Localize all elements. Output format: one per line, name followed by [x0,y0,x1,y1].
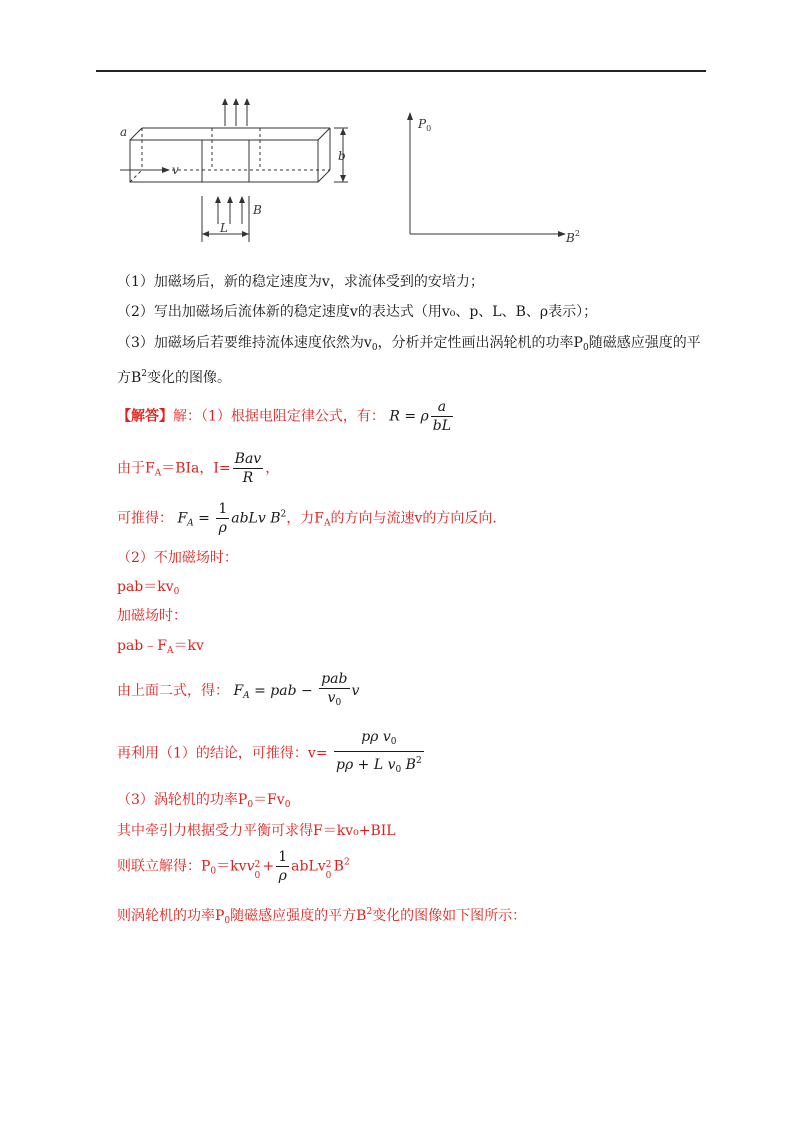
answer-line-11: 其中牵引力根据受力平衡可求得F＝kv₀+BIL [117,823,396,839]
answer-line-2: 由于$F_A=BIa$，I= $\frac{\text{Bav}}{R}$ ， [117,451,280,486]
answer-line-8: 由上面二式，得： $F_A$ = pab − $\frac{\text{pab}}{v_0}$ v [117,671,360,708]
label-L: L [220,221,228,235]
answer-line-6: 加磁场时： [117,608,187,624]
answer-line-7: $pab﹣F_A=kv$ [117,638,204,656]
channel-diagram [112,96,362,246]
question-3-line1: （3）加磁场后若要维持流体速度依然为$v_0$，分析并定性画出涡轮机的功率$P_0$随磁感应强度的平 [117,335,701,353]
answer-tag: 【解答】 [117,408,173,425]
answer-line-3: 可推得： $F_A$ = $\frac{1}{\rho}$ abLv $B^2$，力$F_A$的方向与流速v的方向反向. [117,501,497,536]
answer-line-10: （3）涡轮机的功率$P_0=Fv_0$ [117,792,291,810]
header-rule [96,70,706,72]
label-b: b [338,149,346,163]
axes-diagram [400,108,590,244]
answer-line-4: （2）不加磁场时： [117,550,238,566]
label-a: a [120,125,128,139]
x-axis-label: $B^2$ [566,229,580,244]
answer-line-5: $pab=kv_0$ [117,579,180,597]
y-axis-label: $P_0$ [418,117,432,133]
label-v: v [172,163,179,177]
label-B: B [253,203,262,217]
question-1: （1）加磁场后，新的稳定速度为v，求流体受到的安培力； [117,274,484,290]
answer-line-12: 则联立解得：$P_0=kvv$ 2 0 + $\frac{1}{\rho}$ abLv 2 0 $B^2$ [117,849,350,884]
answer-line-9: 再利用（1）的结论，可推得：v= $\frac{p\rho v_0}{p\rho + L v_0 B^2}$ [117,729,422,775]
question-3-line2: 方$B^2$变化的图像。 [117,369,232,386]
answer-line-1: 【解答】解：（1）根据电阻定律公式，有： R = ρ $\frac{a}{bL}$ [117,399,452,434]
answer-line-13: 则涡轮机的功率$P_0$随磁感应强度的平方$B^2$变化的图像如下图所示： [117,907,527,926]
question-2: （2）写出加磁场后流体新的稳定速度v的表达式（用v₀、p、L、B、ρ表示）； [117,304,598,320]
